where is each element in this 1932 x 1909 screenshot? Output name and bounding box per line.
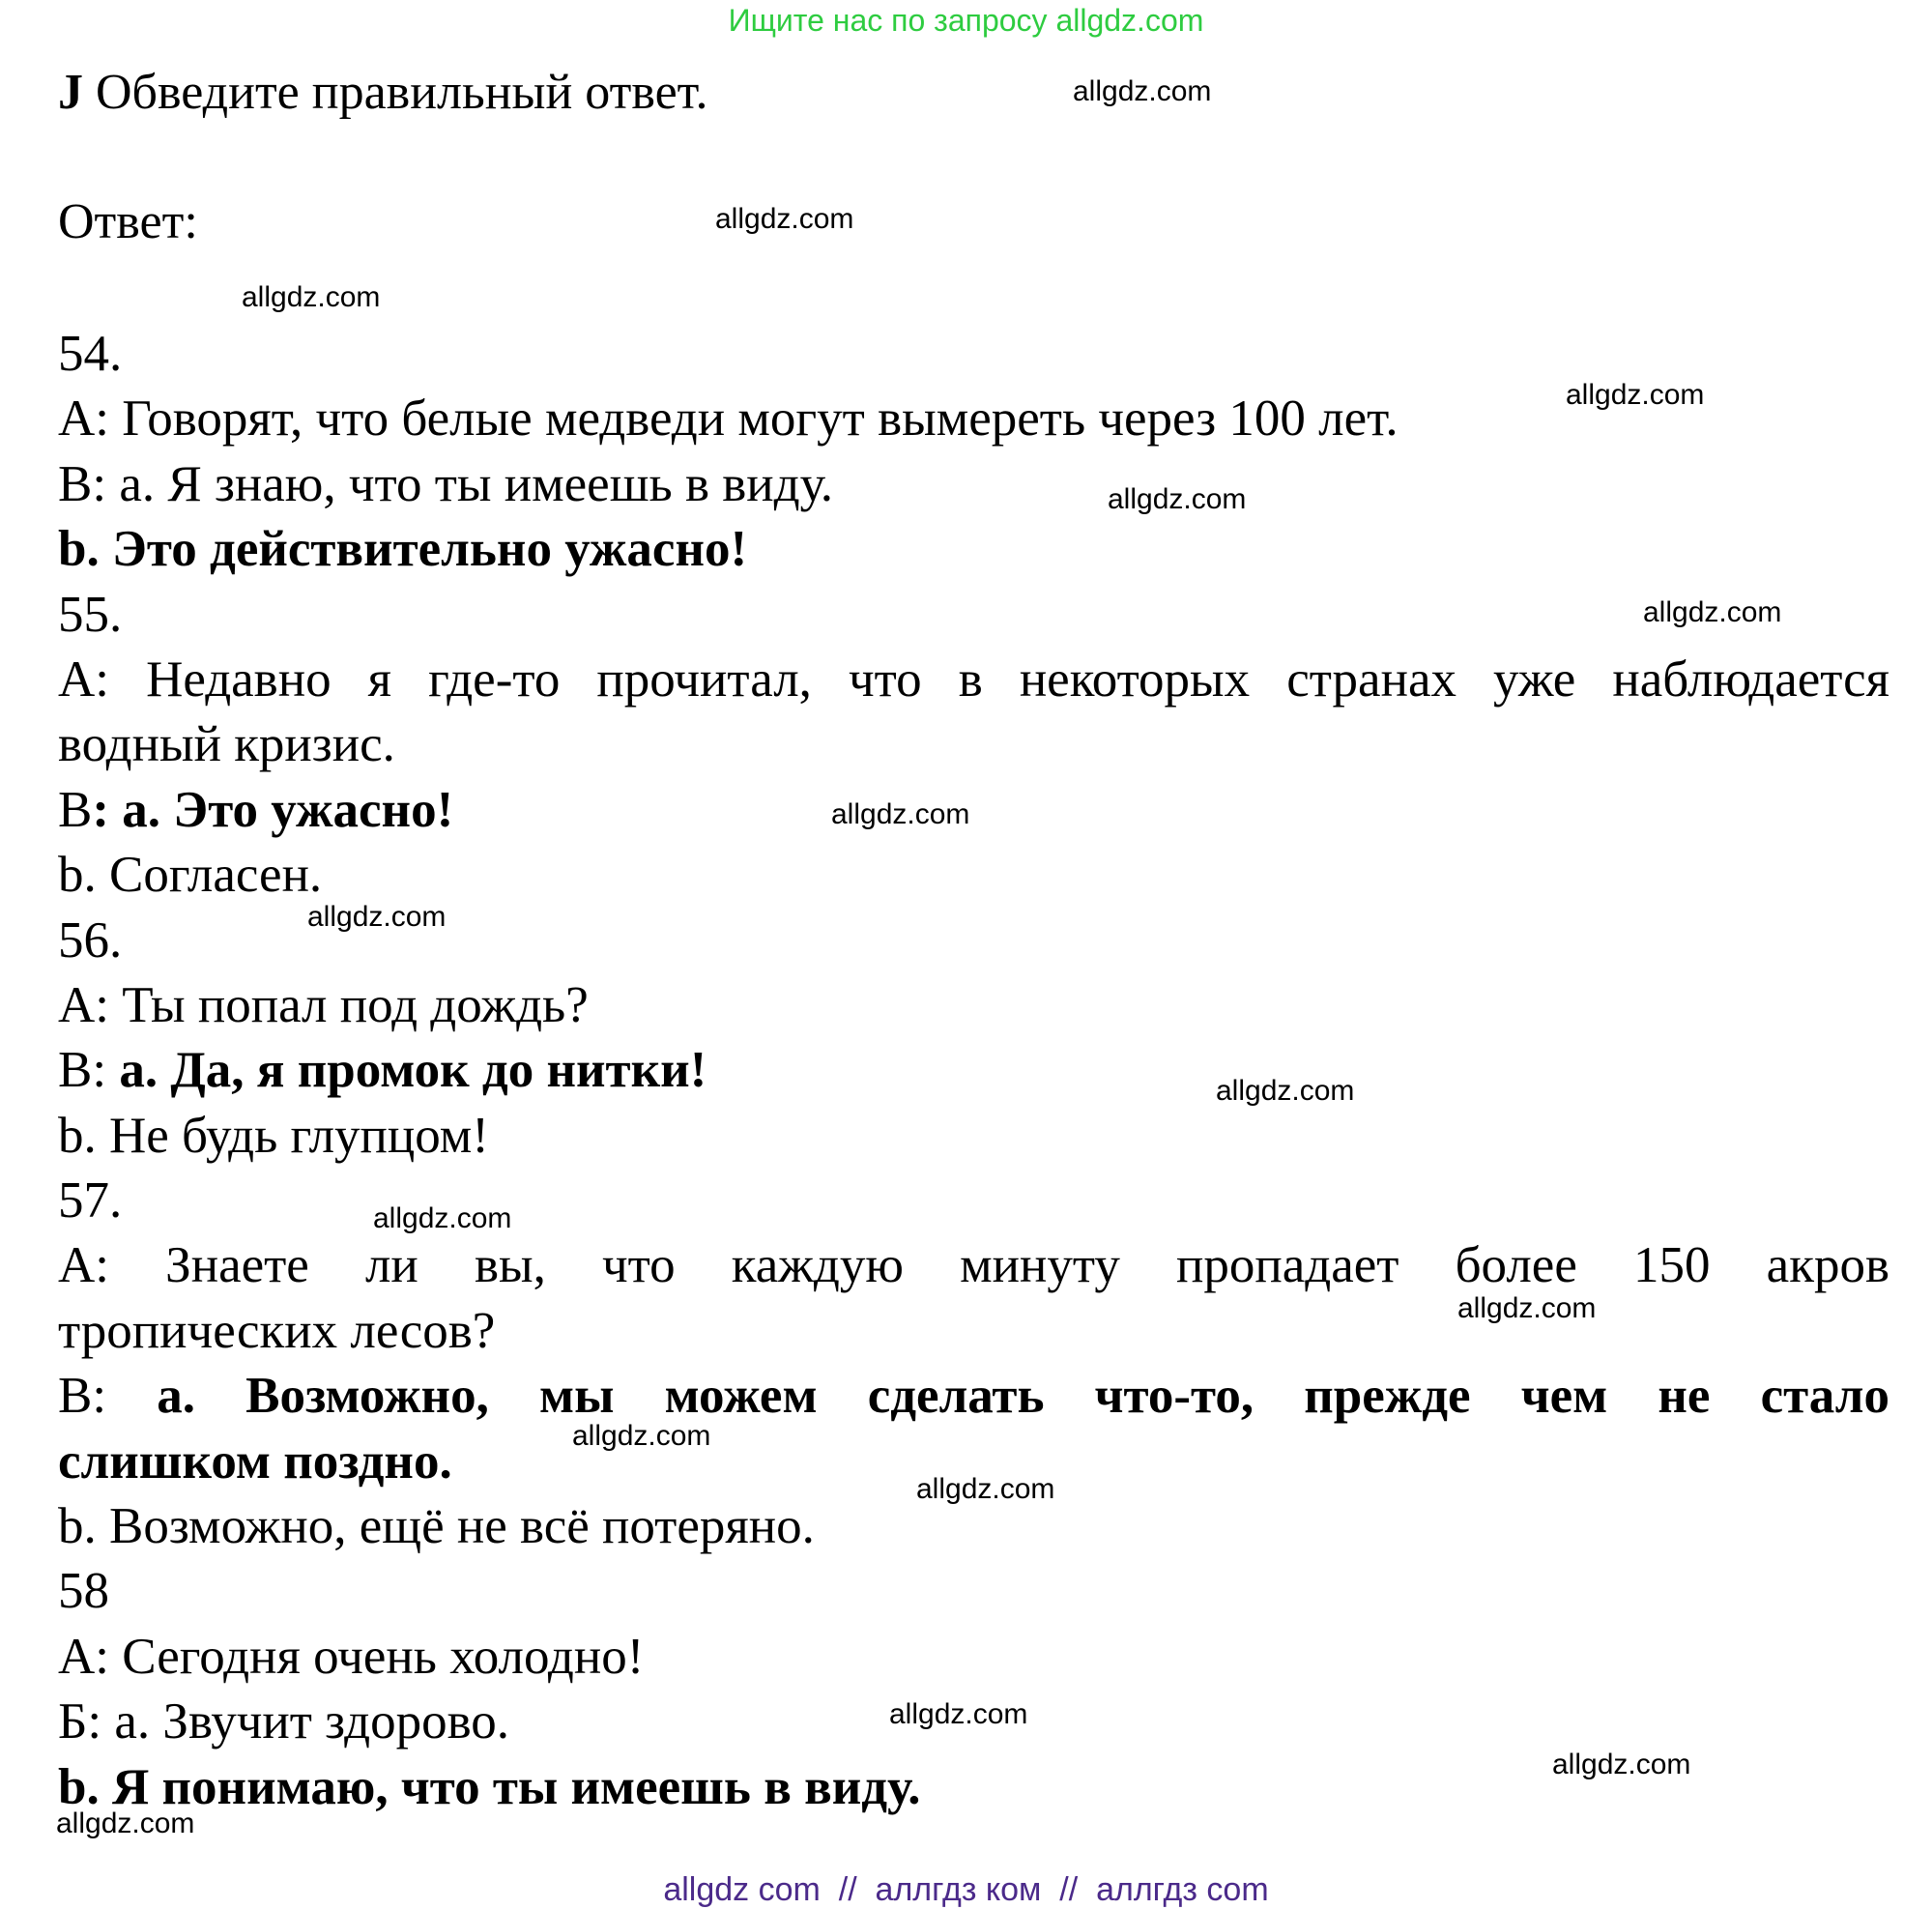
watermark: allgdz.com [572, 1420, 711, 1452]
item-58-line-a: A: Сегодня очень холодно! [58, 1628, 645, 1685]
top-banner-text: Ищите нас по запросу allgdz.com [728, 3, 1204, 38]
top-banner [0, 2, 1932, 39]
item-55-line-b [58, 778, 1889, 843]
watermark: allgdz.com [1216, 1075, 1355, 1107]
watermark: allgdz.com [916, 1473, 1055, 1505]
answer-label: Ответ: [58, 194, 198, 249]
watermark: allgdz.com [889, 1698, 1028, 1730]
item-57-correct-answer-part2: слишком поздно. [58, 1432, 452, 1490]
watermark: allgdz.com [1643, 596, 1782, 628]
watermark: allgdz.com [1457, 1292, 1597, 1324]
watermark: allgdz.com [831, 798, 970, 830]
item-57-line-a1: A: Знаете ли вы, что каждую минуту пропадает более 150 акров [58, 1237, 1889, 1294]
watermark: allgdz.com [1108, 483, 1247, 515]
item-55-number: 55. [58, 586, 123, 643]
item-55-correct-answer: : a. Это ужасно! [92, 781, 454, 838]
item-58-correct-answer: b. Я понимаю, что ты имеешь в виду. [58, 1758, 921, 1815]
item-55-line-a1: A: Недавно я где-то прочитал, что в некоторых странах уже наблюдается [58, 651, 1889, 708]
item-54-line-b: B: a. Я знаю, что ты имеешь в виду. [58, 455, 834, 512]
item-56-b-prefix: B: [58, 1042, 120, 1099]
item-57-correct-answer-part1: a. Возможно, мы можем сделать что-то, прежде чем не стало [157, 1368, 1889, 1425]
task-title [58, 64, 707, 122]
item-57-b-prefix: B: [58, 1368, 158, 1425]
item-56-number: 56. [58, 911, 123, 969]
watermark: allgdz.com [1552, 1749, 1691, 1780]
item-56-line-c: b. Не будь глупцом! [58, 1107, 489, 1164]
answers-list [58, 322, 1889, 1820]
item-58-number: 58 [58, 1563, 109, 1620]
watermark: allgdz.com [1073, 75, 1212, 107]
item-54-line-a: A: Говорят, что белые медведи могут вымереть через 100 лет. [58, 390, 1399, 448]
item-58-line-b: Б: a. Звучит здорово. [58, 1693, 509, 1750]
task-instruction: Обведите правильный ответ. [83, 65, 708, 120]
watermark: allgdz.com [1566, 379, 1705, 411]
item-57-line-a2: тропических лесов? [58, 1302, 496, 1359]
item-57-line-c: b. Возможно, ещё не всё потеряно. [58, 1498, 815, 1555]
footer [0, 1870, 1932, 1909]
watermark: allgdz.com [373, 1202, 512, 1234]
item-55-line-c: b. Согласен. [58, 847, 323, 904]
footer-text: allgdz com // аллгдз ком // аллгдз com [663, 1871, 1269, 1908]
watermark: allgdz.com [307, 901, 447, 933]
item-54-number: 54. [58, 326, 123, 382]
item-56-correct-answer: a. Да, я промок до нитки! [119, 1042, 707, 1099]
item-54-correct-answer: b. Это действительно ужасно! [58, 521, 748, 578]
item-56-line-b [58, 1038, 1889, 1103]
item-55-line-a2: водный кризис. [58, 716, 395, 773]
item-55-b-prefix: B [58, 781, 93, 838]
watermark: allgdz.com [715, 203, 854, 235]
item-57-number: 57. [58, 1172, 123, 1229]
watermark: allgdz.com [56, 1808, 195, 1839]
item-57-line-b1 [58, 1364, 1889, 1429]
watermark: allgdz.com [242, 281, 381, 313]
item-56-line-a: A: Ты попал под дождь? [58, 976, 589, 1033]
task-letter: J [58, 65, 83, 120]
